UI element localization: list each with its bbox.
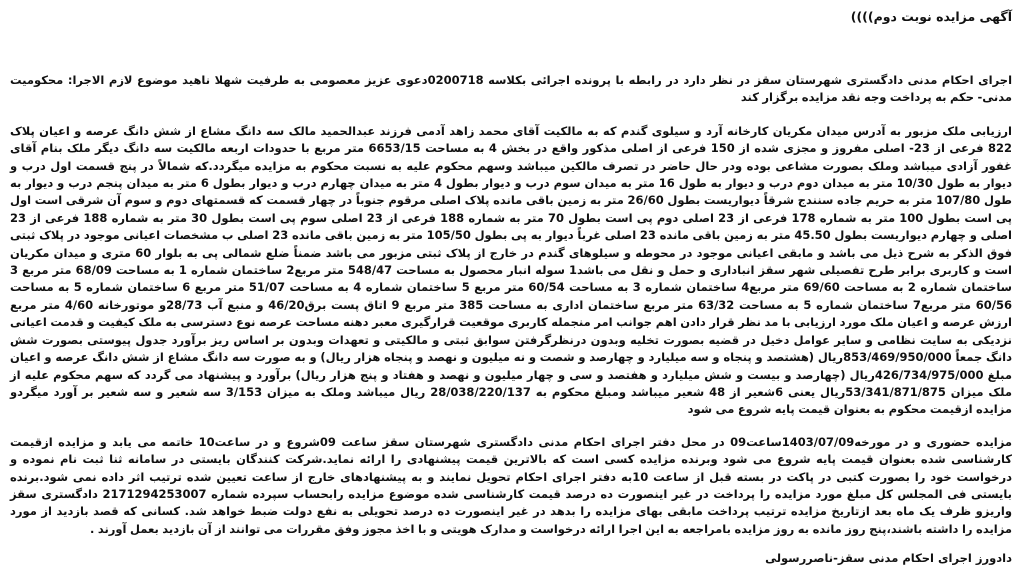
auction-notice	[10, 8, 1013, 566]
auction-terms-paragraph: مزایده حضوری و در مورخه1403/07/09ساعت09 در محل دفتر اجرای احکام مدنی دادگستری شهرستان سقز ساعت 09شروع و در ساعت10 خاتمه می یابد و مزایده ازقیمت کارشناسی شده بعنوان قیمت پایه شروع می شود وبرنده مزایده کسی است که بالاترین قیمت پیشنهادی را ارائه نماید.شرکت کنندگان بایستی در سامانه ثنا ثبت نام نموده و درخواست خود را بصورت کتبی در پاکت در بسته قبل از ساعت 10به دفتر اجرای احکام تحویل نمایند و به پیشنهادهای خارج از ساعت تعیین شده ترتیب اثر داده نمی شود.برنده بایستی فی المجلس کل مبلغ مورد مزایده را پرداخت در غیر اینصورت ده درصد قیمت کارشناسی شده موضوع مزایده رابحساب سپرده شماره 2171294253007 دادگستری سقز واریزو ظرف یک ماه بعد ازتاریخ مزایده ترتیب پرداخت مابقی بهای مزایده را بدهد در غیر اینصورت ده درصد تحویلی به نفع دولت ضبط خواهد شد. کسانی که قصد بازدید از مورد مزایده را داشته باشند،پنج روز مانده به روز مزایده بامراجعه به این اجرا ارائه درخواست و مدارک هویتی و با اخذ مجوز وفق مقررات می توانند از آن بازدید بعمل آورند .	[10, 434, 1012, 536]
notice-intro-paragraph: اجرای احکام مدنی دادگستری شهرستان سقز در نظر دارد در رابطه با پرونده اجرائی بکلاسه 0200718دعوی عزیز معصومی به طرفیت شهلا ناهید موضوع لازم الاجرا: محکومیت مدنی- حکم به پرداخت وجه نقد مزایده برگزار کند	[10, 73, 1013, 105]
property-description-paragraph: ارزیابی ملک مزبور به آدرس میدان مکریان کارخانه آرد و سیلوی گندم که به مالکیت آقای محمد زاهد آدمی فرزند عبدالحمید مالک سه دانگ مشاع از شش دانگ عرصه و اعیان پلاک 822 فرعی از 23- اصلی مفروز و مجزی شده از 150 فرعی از اصلی مذکور واقع در بخش 4 به مساحت 6653/15 متر مربع با حدودات اربعه مالکیت سه دانگ دیگر ملک بنام آقای غفور آزادی میباشد وملک بصورت مشاعی بوده ودر حال حاضر در تصرف مالکین میباشد وسهم محکوم علیه به نسبت محکوم به مزایده میگردد.که شمالاً در پنج قسمت اول درب و دیوار به طول 10/30 متر به میدان دوم درب و دیوار به طول 16 متر به میدان سوم درب و دیوار بطول 4 متر به میدان چهارم درب و دیوار بطول 6 متر به میدان پنجم درب و دیوار به طول 107/80 متر به حریم جاده سنندج شرقاً دیواریست بطول 26/60 متر به زمین باقی مانده پلاک اصلی مرقوم جنوباً در چهار قسمت که قسمتهای دوم و سوم آن شرقی است اول پی است بطول 100 متر به شماره 178 فرعی از 23 اصلی دوم پی است بطول 70 متر به شماره 188 فرعی از 23 اصلی سوم پی است بطول 30 متر به شماره 188 فرعی از 23 اصلی و چهارم دیواریست بطول 45.50 متر به زمین باقی مانده 23 اصلی غرباً دیوار به پی بطول 105/50 متر به زمین باقی مانده 23 اصلی ب مشخصات اعیانی موجود در پلاک ثبتی فوق الذکر به شرح ذیل می باشد و مابقی اعیانی موجود در محوطه و سیلوهای گندم در خارج از پلاک ثبتی مزبور می باشد ضمناً ضلع شمالی پی به بلوار 60 متری و میدان مکریان است و کاربری برابر طرح تفصیلی شهر سقز انباداری و حمل و نقل می باشد1 سوله انبار محصول به مساحت 548/47 متر مربع2 ساختمان شماره 1 به مساحت 68/09 متر مربع 3 ساختمان شماره 2 به مساحت 69/60 متر مربع4 ساختمان شماره 3 به مساحت 60/54 متر مربع 5 ساختمان شماره 4 به مساحت 51/07 متر مربع 6 ساختمان شماره 5 به مساحت 60/56 متر مربع7 ساختمان شماره 5 به مساحت 63/32 متر مربع ساختمان اداری به مساحت 385 متر مربع 9 اتاق پست برق46/20 و منبع آب 28/73و موتورخانه 4/60 متر مربع ارزش عرصه و اعیان ملک مورد ارزیابی با مد نظر قرار دادن اهم جوانب امر منجمله کاربری موقعیت قرارگیری معبر دهنه مساحت عرصه نوع دسترسی به ملک کیفیت و قدمت اعیانی نزدیکی به سایت نظامی و سایر عوامل دخیل در قضیه بصورت تخلیه وبدون درنظرگرفتن سوابق ثبتی و مالکیتی و تعهدات وبدون بر اساس ریز برآورد جدول پیوستی بصورت شش دانگ جمعاً 853/469/950/000ریال (هشتصد و پنجاه و سه میلیارد و چهارصد و شصت و نه میلیون و نهصد و پنجاه هزار ریال) و به صورت سه دانگ مشاع از شش دانگ عرصه و اعیان مبلغ 426/734/975/000ریال (چهارصد و بیست و شش میلیارد و هفتصد و سی و چهار میلیون و نهصد و هفتاد و پنج هزار ریال) برآورد و پیشنهاد می گردد که سهم محکوم علیه از ملک میزان 53/341/871/875ریال یعنی 6شعیر از 48 شعیر میباشد ومبلغ محکوم به 28/038/220/137 ریال میباشد وملک به میزان 3/153 سه شعیر و سه شعیر بر آورد میگردو مزایده ازقیمت محکوم به بعنوان قیمت پایه شروع می شود	[10, 123, 1013, 417]
signature: دادورز اجرای احکام مدنی سقز-ناصررسولی	[765, 551, 1012, 566]
notice-title: آگهی مزایده نوبت دوم))))	[850, 9, 1012, 24]
